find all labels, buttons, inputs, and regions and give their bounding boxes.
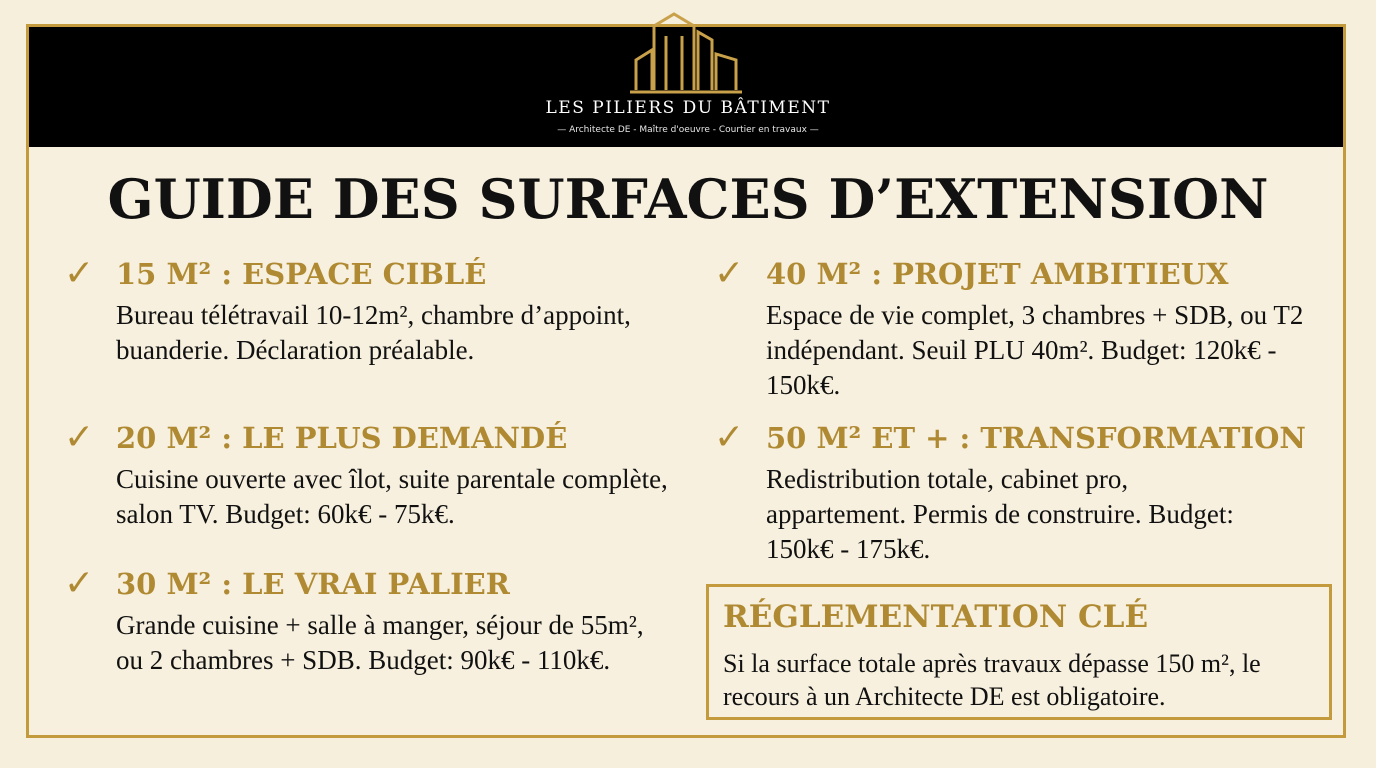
- building-logo-icon: [628, 6, 744, 96]
- check-icon: ✓: [64, 253, 95, 294]
- surface-heading: 30 M² : LE VRAI PALIER: [116, 567, 510, 601]
- regulation-box: [706, 584, 1332, 720]
- check-icon: ✓: [714, 417, 745, 458]
- surface-heading: 20 M² : LE PLUS DEMANDÉ: [116, 421, 568, 455]
- regulation-title: RÉGLEMENTATION CLÉ: [723, 599, 1149, 635]
- surface-description: Bureau télétravail 10-12m², chambre d’appoint, buanderie. Déclaration préalable.: [116, 300, 631, 365]
- surface-heading: 50 M² ET + : TRANSFORMATION: [766, 421, 1306, 455]
- check-icon: ✓: [64, 417, 95, 458]
- page-title: GUIDE DES SURFACES D’EXTENSION: [107, 167, 1269, 231]
- check-icon: ✓: [64, 563, 95, 604]
- brand-tagline: — Architecte DE - Maître d'oeuvre - Courtier en travaux —: [557, 125, 819, 135]
- surface-description: Grande cuisine + salle à manger, séjour de 55m², ou 2 chambres + SDB. Budget: 90k€ - 110k€.: [116, 610, 644, 675]
- regulation-text: Si la surface totale après travaux dépasse 150 m², le recours à un Architecte DE est obligatoire.: [723, 649, 1261, 711]
- surface-heading: 15 M² : ESPACE CIBLÉ: [116, 257, 487, 291]
- surface-heading: 40 M² : PROJET AMBITIEUX: [766, 257, 1229, 291]
- surface-description: Redistribution totale, cabinet pro, appartement. Permis de construire. Budget: 150k€ - 175k€.: [766, 464, 1234, 564]
- surface-description: Espace de vie complet, 3 chambres + SDB, ou T2 indépendant. Seuil PLU 40m². Budget: 120k€ - 150k€.: [766, 300, 1304, 400]
- surface-description: Cuisine ouverte avec îlot, suite parentale complète, salon TV. Budget: 60k€ - 75k€.: [116, 464, 668, 529]
- brand-name: LES PILIERS DU BÂTIMENT: [545, 98, 831, 118]
- check-icon: ✓: [714, 253, 745, 294]
